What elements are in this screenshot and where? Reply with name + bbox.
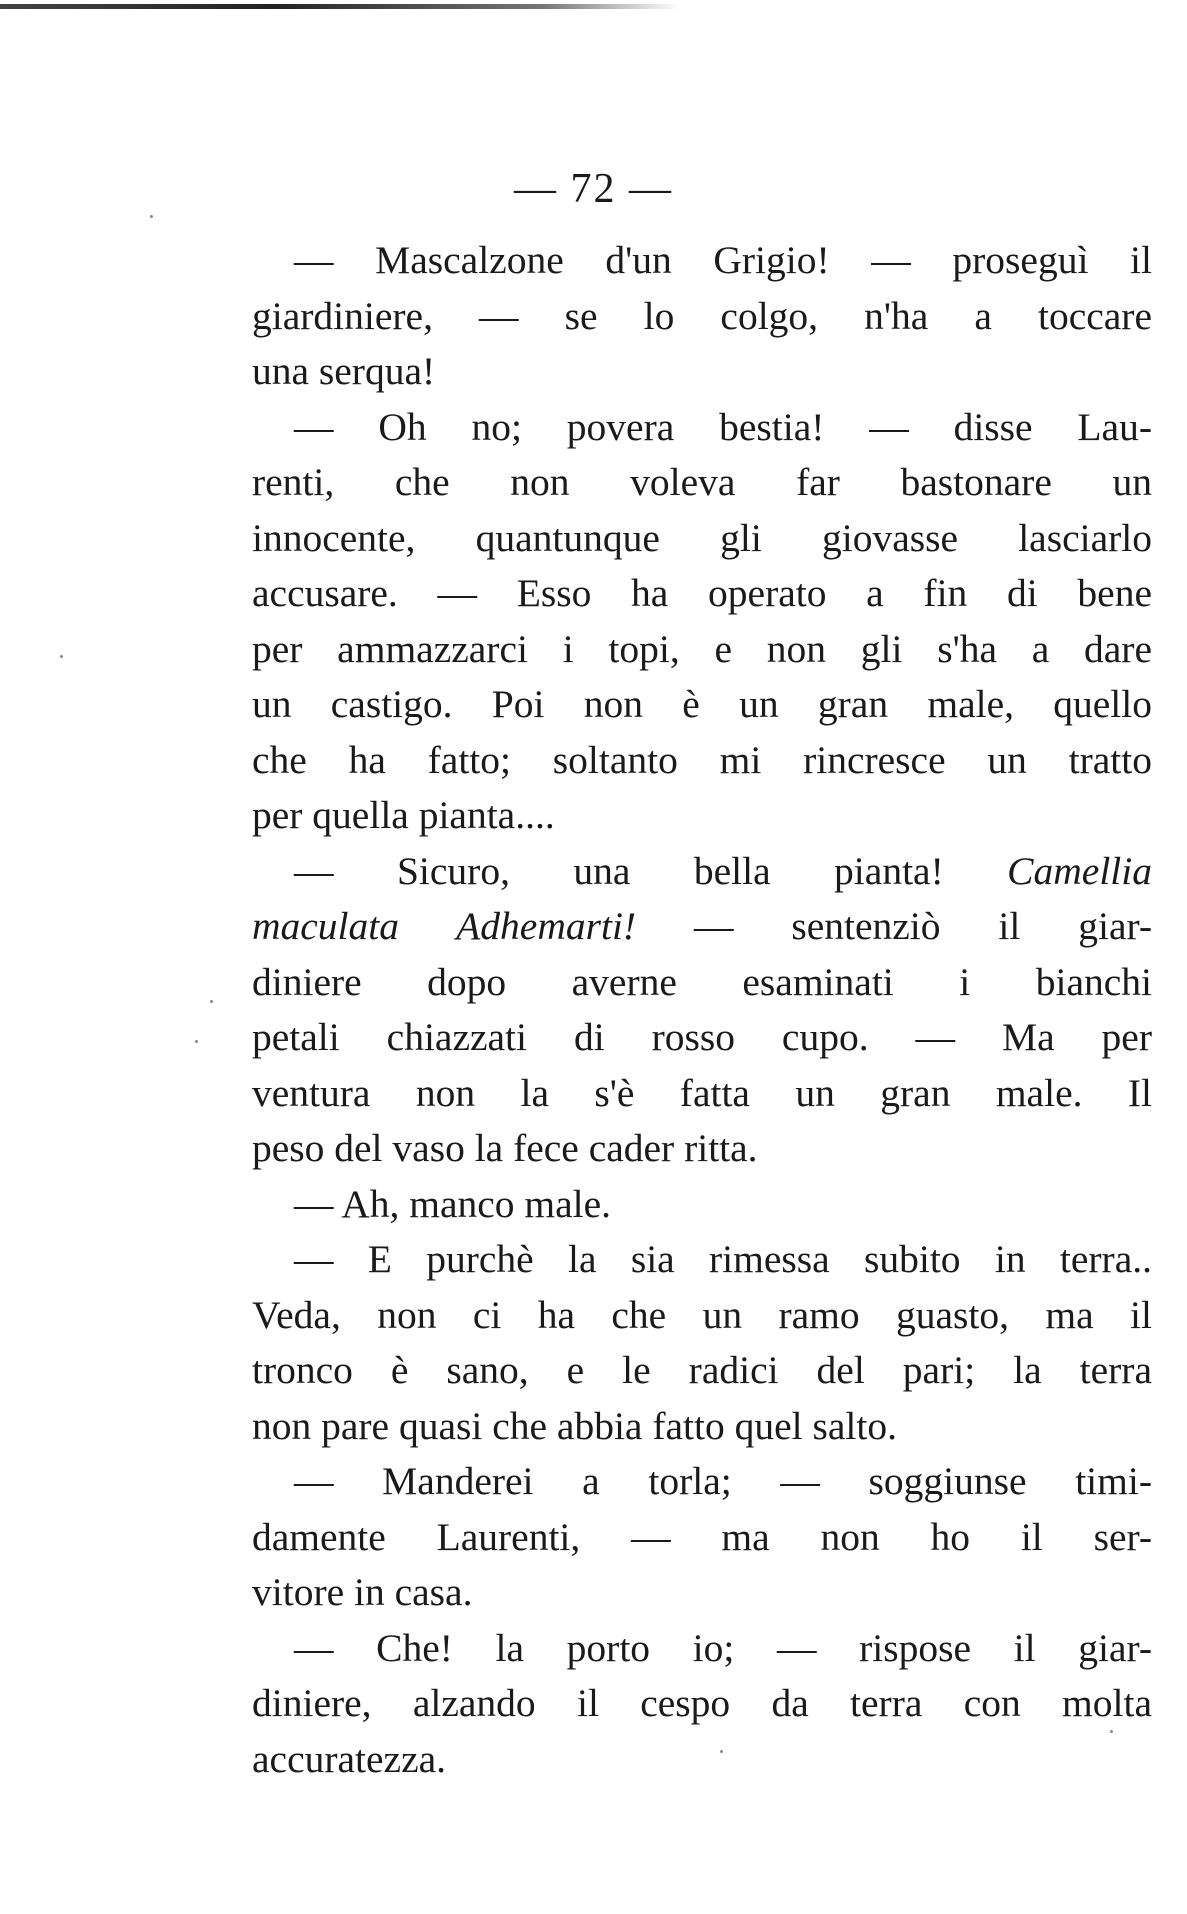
text-line-plain: — Sicuro, una bella pianta! xyxy=(294,848,1008,893)
text-line: peso del vaso la fece cader ritta. xyxy=(252,1126,758,1170)
text-line: diniere, alzando il cespo da terra con molta xyxy=(252,1681,1152,1725)
text-line: accusare. — Esso ha operato a fin di bene xyxy=(252,571,1152,615)
text-line: giardiniere, — se lo colgo, n'ha a toccare xyxy=(252,293,1152,338)
page-number: — 72 — xyxy=(514,166,673,212)
text-line: vitore in casa. xyxy=(252,1570,473,1614)
text-line: Veda, non ci ha che un ramo guasto, ma il xyxy=(252,1292,1152,1337)
print-speck xyxy=(1110,1730,1113,1733)
text-line: tronco è sano, e le radici del pari; la terra xyxy=(252,1348,1152,1392)
text-line: che ha fatto; soltanto mi rincresce un tratto xyxy=(252,737,1152,782)
text-line: petali chiazzati di rosso cupo. — Ma per xyxy=(252,1015,1152,1059)
text-line: ventura non la s'è fatta un gran male. Il xyxy=(252,1070,1152,1115)
text-line: per quella pianta.... xyxy=(252,793,555,837)
top-edge-rule xyxy=(0,4,680,9)
text-line: — E purchè la sia rimessa subito in terra.. xyxy=(294,1237,1152,1281)
text-line: non pare quasi che abbia fatto quel salto. xyxy=(252,1403,897,1448)
text-line: damente Laurenti, — ma non ho il ser- xyxy=(252,1514,1152,1559)
text-body xyxy=(252,233,1152,1787)
text-line: — Manderei a torla; — soggiunse timi- xyxy=(294,1459,1152,1503)
text-line: un castigo. Poi non è un gran male, quello xyxy=(252,682,1152,726)
print-speck xyxy=(720,1750,723,1753)
text-line: — Mascalzone d'un Grigio! — proseguì il xyxy=(294,238,1152,282)
text-line: diniere dopo averne esaminati i bianchi xyxy=(252,959,1152,1004)
text-line-plain: — sentenziò il giar- xyxy=(636,904,1153,948)
print-speck xyxy=(150,215,153,218)
print-speck xyxy=(60,655,63,658)
text-line: una serqua! xyxy=(252,349,436,393)
text-line: renti, che non voleva far bastonare un xyxy=(252,460,1152,504)
text-line: — Ah, manco male. xyxy=(294,1181,612,1226)
text-line-italic: maculata Adhemarti! xyxy=(252,904,637,948)
text-line xyxy=(252,899,1152,955)
text-line: innocente, quantunque gli giovasse lasciarlo xyxy=(252,515,1152,560)
text-line: per ammazzarci i topi, e non gli s'ha a dare xyxy=(252,626,1152,671)
text-line-italic: Camellia xyxy=(1007,848,1152,893)
print-speck xyxy=(210,1000,213,1003)
text-line: accuratezza. xyxy=(252,1736,447,1781)
print-speck xyxy=(195,1040,198,1043)
text-line: — Oh no; povera bestia! — disse Lau- xyxy=(294,404,1152,449)
text-line xyxy=(252,844,1152,900)
text-line: — Che! la porto io; — rispose il giar- xyxy=(294,1625,1152,1670)
